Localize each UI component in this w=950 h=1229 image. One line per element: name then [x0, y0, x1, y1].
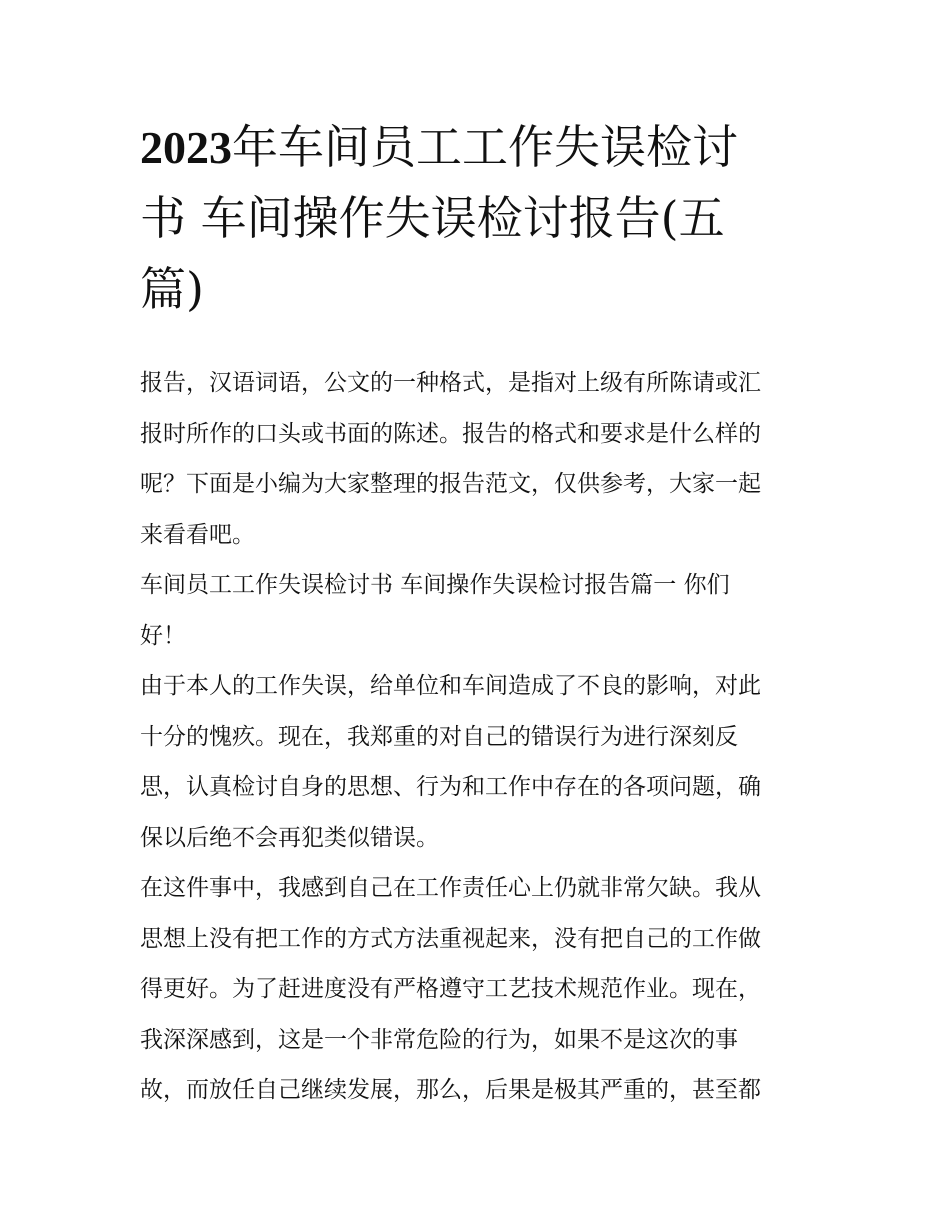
title-line-2: 书 车间操作失误检讨报告(五: [140, 191, 725, 245]
title-year: 2023: [140, 122, 232, 173]
title-line-3: 篇): [140, 262, 204, 316]
body-line: 车间员工工作失误检讨书 车间操作失误检讨报告篇一 你们: [140, 572, 730, 598]
title-line-1: [140, 112, 820, 183]
title-text: 年车间员工工作失误检讨: [232, 120, 738, 174]
body-line: 来看看吧。: [140, 521, 255, 548]
body-line: 保以后绝不会再犯类似错误。: [140, 824, 439, 851]
body-line: 故，而放任自己继续发展，那么，后果是极其严重的，甚至都: [140, 1077, 761, 1103]
body-line: 十分的愧疚。现在，我郑重的对自己的错误行为进行深刻反: [140, 723, 738, 750]
body-line: 思，认真检讨自身的思想、行为和工作中存在的各项问题，确: [140, 774, 761, 800]
body-line: 由于本人的工作失误，给单位和车间造成了不良的影响，对此: [140, 673, 761, 699]
document-body: [140, 358, 820, 1116]
body-line: 呢？下面是小编为大家整理的报告范文，仅供参考，大家一起: [140, 471, 761, 497]
body-line: 好！: [140, 622, 186, 649]
body-line: 我深深感到，这是一个非常危险的行为，如果不是这次的事: [140, 1026, 738, 1053]
body-line: 报告，汉语词语，公文的一种格式，是指对上级有所陈请或汇: [140, 370, 761, 396]
body-line: 得更好。为了赶进度没有严格遵守工艺技术规范作业。现在，: [140, 976, 761, 1002]
document-title: [140, 112, 820, 325]
body-line: 报时所作的口头或书面的陈述。报告的格式和要求是什么样的: [140, 420, 761, 447]
body-line: 思想上没有把工作的方式方法重视起来，没有把自己的工作做: [140, 925, 761, 952]
body-line: 在这件事中，我感到自己在工作责任心上仍就非常欠缺。我从: [140, 875, 761, 901]
